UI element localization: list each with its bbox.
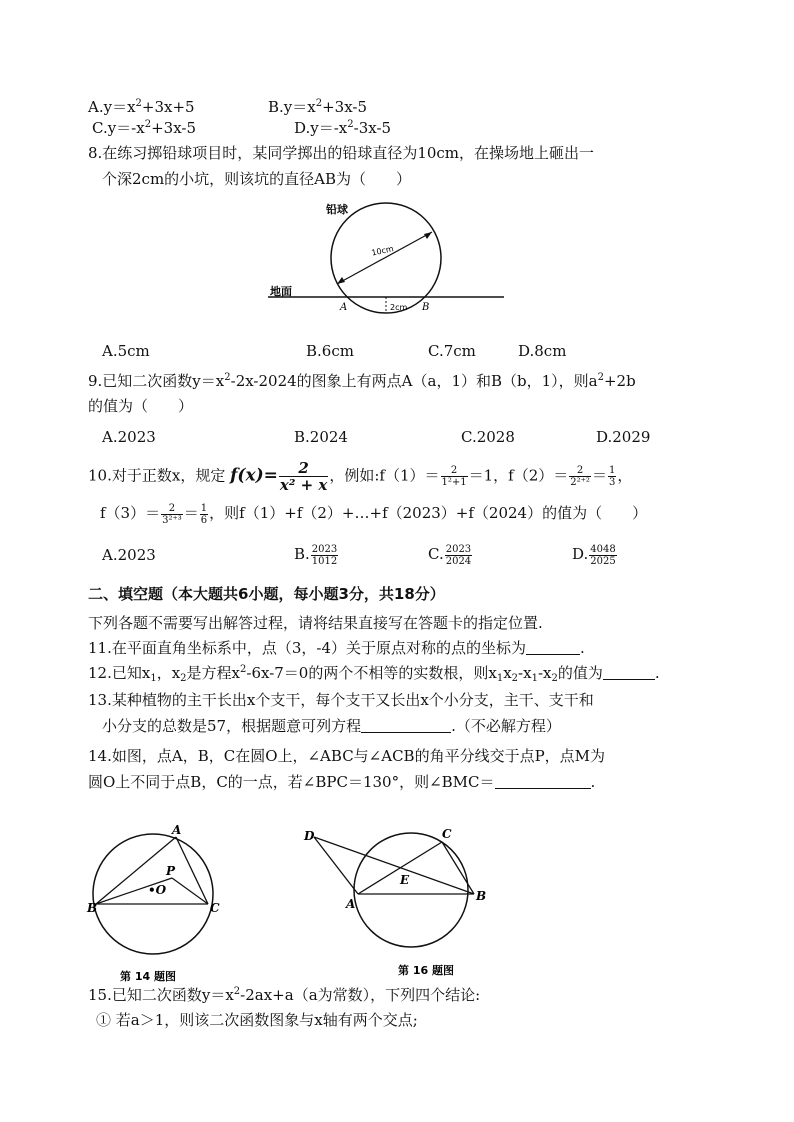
q8-option-c: C.7cm <box>428 342 476 360</box>
q15-line1: 15.已知二次函数$y=x^2-2ax+a(a$为常数），下列四个结论: <box>88 986 481 1004</box>
q14-answer-blank[interactable] <box>495 774 591 789</box>
figure-14 <box>84 822 234 992</box>
q9-option-d: D.2029 <box>596 428 651 446</box>
section-2-title: 二、填空题（本大题共6小题，每小题3分，共18分） <box>88 585 445 603</box>
label-d: D <box>304 829 315 843</box>
q14-line1: 14.如图，点A，B，C在圆O上，∠ABC与∠ACB的角平分线交于点P，点M为 <box>88 747 606 765</box>
segment-db <box>314 837 474 894</box>
q11: 11.在平面直角坐标系中，点（3，-4）关于原点对称的点的坐标为 . <box>88 639 585 657</box>
q7-option-a: $A.y=x^2+3x+5$ <box>88 98 195 116</box>
label-c: C <box>210 901 220 915</box>
q14-line2: 圆O上不同于点B，C的一点，若∠BPC＝130°，则∠BMC＝ . <box>88 773 596 791</box>
arrow-head-icon <box>424 232 432 239</box>
q9-option-a: A.2023 <box>102 428 156 446</box>
q12-answer-blank[interactable] <box>603 665 655 680</box>
q10-line2: f（3）＝ $\frac{2}{\text{3²⁺³}}$ ＝ $\frac{1}{6}$ ，则f（1）+f（2）+…+f（2023）+f（2024）的值为（ ） <box>100 502 648 526</box>
q13-line2: 小分支的总数是57，根据题意可列方程 .（不必解方程） <box>102 717 561 735</box>
label-a: A <box>346 897 356 911</box>
ground-label: 地面 <box>270 285 292 298</box>
q10-option-b: B. $\frac{2023}{1012}$ <box>294 543 338 567</box>
point-a-label: A <box>340 302 348 313</box>
shot-put-figure <box>260 196 520 326</box>
q8-option-a: A.5cm <box>102 342 150 360</box>
q8-option-b: B.6cm <box>306 342 354 360</box>
definition-fraction: $\frac{2}{\text{x² + x}}$ <box>279 459 328 494</box>
label-o: •O <box>148 883 167 897</box>
q9-option-b: B.2024 <box>294 428 348 446</box>
arrow-head-icon <box>337 277 345 284</box>
depth-label: 2cm <box>390 303 408 312</box>
q10-option-d: D. $\frac{4048}{2025}$ <box>572 543 616 567</box>
q9-line2: 的值为（ ） <box>88 397 194 415</box>
q8-option-d: D.8cm <box>518 342 567 360</box>
point-b-label: B <box>422 302 430 313</box>
q9-line1: 9.已知二次函数$y=x^2-2x-2024$的图象上有两点A（a，1）和B（b，1），则$a^2+2b$ <box>88 372 636 390</box>
q7-option-c: $C.y=-x^2+3x-5$ <box>92 119 197 137</box>
q7-option-b: $B.y=x^2+3x-5$ <box>268 98 368 116</box>
circle <box>354 833 468 947</box>
bisector-cp <box>172 878 208 904</box>
segment-ac <box>176 837 208 904</box>
q13-line1: 13.某种植物的主干长出x个支干，每个支干又长出x个小分支，主干、支干和 <box>88 691 594 709</box>
function-name: f(x)= <box>230 465 278 486</box>
segment-cb <box>442 842 474 894</box>
q11-answer-blank[interactable] <box>526 640 580 655</box>
diameter-label: 10cm <box>370 244 395 258</box>
label-e: E <box>400 873 410 887</box>
figure-16 <box>300 822 500 982</box>
q10-line1: 10.对于正数x，规定 f(x)= $\frac{2}{\text{x² + x}}$ ，例如:f（1）＝ $\frac{2}{\text{1²+1}}$ ＝1，f（2）＝ $\frac{2}{\text{2²⁺²}}$ ＝ $\frac{1}{3}$ ， <box>88 459 633 494</box>
segment-da <box>314 837 358 894</box>
ball-label: 铅球 <box>326 203 348 216</box>
q9-option-c: C.2028 <box>461 428 515 446</box>
label-b: B <box>476 889 487 903</box>
q8-line2: 个深2cm的小坑，则该坑的直径AB为（ ） <box>102 170 412 188</box>
figure-14-caption: 第 14 题图 <box>120 970 176 983</box>
label-c: C <box>442 827 452 841</box>
label-b: B <box>87 901 98 915</box>
q15-item1: ① 若a＞1，则该二次函数图象与x轴有两个交点; <box>96 1011 418 1029</box>
q10-option-c: C. $\frac{2023}{2024}$ <box>428 543 472 567</box>
label-a: A <box>172 823 182 837</box>
label-p: P <box>166 864 176 878</box>
q10-option-a: A.2023 <box>102 546 156 564</box>
q12: 12.已知$x_1$，$x_2$是方程$x^2-6x-7=0$的两个不相等的实数根，则$x_1x_2-x_1-x_2$的值为 . <box>88 664 660 684</box>
figure-16-caption: 第 16 题图 <box>398 964 454 977</box>
q7-option-d: $D.y=-x^2-3x-5$ <box>294 119 392 137</box>
q8-line1: 8.在练习掷铅球项目时，某同学掷出的铅球直径为10cm，在操场地上砸出一 <box>88 144 595 162</box>
section-2-intro: 下列各题不需要写出解答过程，请将结果直接写在答题卡的指定位置. <box>88 614 543 632</box>
diameter-line <box>337 232 432 284</box>
q13-answer-blank[interactable] <box>361 718 451 733</box>
